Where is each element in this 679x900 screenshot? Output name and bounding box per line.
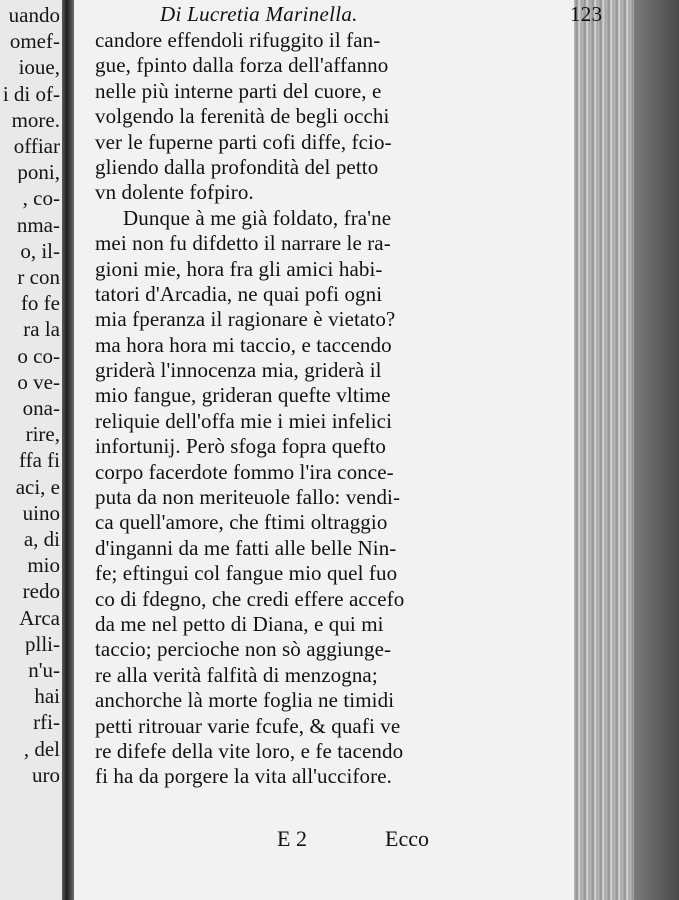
- text-line: nelle più interne parti del cuore, e: [95, 78, 382, 103]
- signature-mark: E 2: [277, 826, 307, 851]
- left-page-fragment: poni,: [17, 161, 60, 184]
- left-page-fragment: a, di: [23, 528, 60, 550]
- left-page: [0, 0, 62, 900]
- text-line: mei non fu difdetto il narrare le ra-: [95, 231, 391, 256]
- text-line: petti ritrouar varie fcufe, & quafi ve: [95, 713, 401, 738]
- text-line: mio fangue, grideran quefte vltime: [95, 383, 391, 408]
- text-line: gue, fpinto dalla forza dell'affanno: [95, 53, 389, 78]
- left-page-fragment: , co-: [22, 187, 60, 210]
- left-page-fragment: redo: [22, 580, 60, 603]
- left-page-fragment: fo fe: [20, 292, 60, 315]
- left-page-fragment: , del: [23, 737, 60, 760]
- text-line: candore effendoli rifuggito il fan-: [95, 28, 381, 52]
- text-line: tatori d'Arcadia, ne quai pofi ogni: [95, 281, 383, 306]
- running-head-title: Di Lucretia Marinella.: [160, 2, 358, 26]
- left-page-fragment: plli-: [25, 632, 60, 655]
- text-line: co di fdegno, che credi effere accefo: [95, 586, 405, 611]
- text-line: re alla verità falfità di menzogna;: [95, 662, 378, 687]
- left-page-fragment: uando: [8, 4, 60, 26]
- left-page-fragment: o, il-: [20, 239, 60, 262]
- text-line: gioni mie, hora fra gli amici habi-: [95, 256, 383, 281]
- text-line: da me nel petto di Diana, e qui mi: [95, 611, 384, 636]
- text-line: gliendo dalla profondità del petto: [95, 154, 379, 179]
- left-page-fragment: n'u-: [28, 659, 60, 681]
- book-gutter: [62, 0, 74, 900]
- left-page-fragment: i di of-: [2, 82, 60, 105]
- page-footer: [95, 826, 490, 856]
- book-cover-edge: [634, 0, 679, 900]
- left-page-fragment: ona-: [22, 397, 60, 419]
- left-page-fragment: uino: [22, 501, 60, 524]
- left-page-fragment: more.: [11, 108, 60, 131]
- left-page-fragment: nma-: [16, 213, 60, 236]
- text-line: puta da non meriteuole fallo: vendi-: [95, 485, 401, 510]
- text-line: corpo facerdote fommo l'ira conce-: [95, 459, 394, 484]
- left-page-fragment: o co-: [17, 344, 60, 367]
- running-head: [160, 2, 603, 26]
- text-line: taccio; percioche non sò aggiunge-: [95, 637, 392, 662]
- text-line: reliquie dell'offa mie i miei infelici: [95, 408, 393, 433]
- left-page-fragment: ioue,: [18, 56, 60, 79]
- text-line: d'inganni da me fatti alle belle Nin-: [95, 535, 397, 560]
- text-line: griderà l'innocenza mia, griderà il: [95, 358, 382, 383]
- left-page-fragment: ra la: [23, 318, 60, 341]
- left-page-fragment: hai: [34, 685, 60, 708]
- left-page-fragment: omef-: [9, 30, 60, 53]
- text-line: volgendo la ferenità de begli occhi: [95, 104, 390, 129]
- text-line: fi ha da porgere la vita all'uccifore.: [95, 764, 392, 789]
- text-line: ma hora hora mi taccio, e taccendo: [95, 332, 392, 357]
- left-page-fragment: rire,: [25, 423, 60, 446]
- left-page-fragment: ffa fi: [18, 449, 60, 472]
- left-page-fragment: rfi-: [33, 711, 60, 734]
- text-line: ver le fuperne parti cofi diffe, fcio-: [95, 129, 392, 154]
- body-text: [95, 28, 490, 790]
- text-line: infortunij. Però sfoga fopra quefto: [95, 434, 387, 459]
- text-line: anchorche là morte foglia ne timidi: [95, 688, 395, 713]
- catchword: Ecco: [385, 826, 429, 851]
- text-line: re difefe della vite loro, e fe tacendo: [95, 738, 404, 763]
- left-page-fragment: mio: [27, 554, 60, 577]
- left-page-fragment: uro: [32, 763, 60, 786]
- page-edges: [574, 0, 634, 900]
- text-line: Dunque à me già foldato, fra'ne: [123, 205, 392, 230]
- text-line: mia fperanza il ragionare è vietato?: [95, 307, 396, 332]
- text-line: ca quell'amore, che ftimi oltraggio: [95, 510, 388, 535]
- text-line: vn dolente fofpiro.: [95, 180, 254, 205]
- text-line: fe; eftingui col fangue mio quel fuo: [95, 561, 398, 586]
- left-page-fragment: r con: [17, 266, 60, 288]
- left-page-fragment: offiar: [13, 135, 60, 157]
- page-number: 123: [570, 2, 603, 26]
- left-page-fragment: o ve-: [17, 370, 60, 393]
- left-page-fragment: aci, e: [15, 475, 60, 498]
- left-page-fragment: Arca: [19, 606, 60, 629]
